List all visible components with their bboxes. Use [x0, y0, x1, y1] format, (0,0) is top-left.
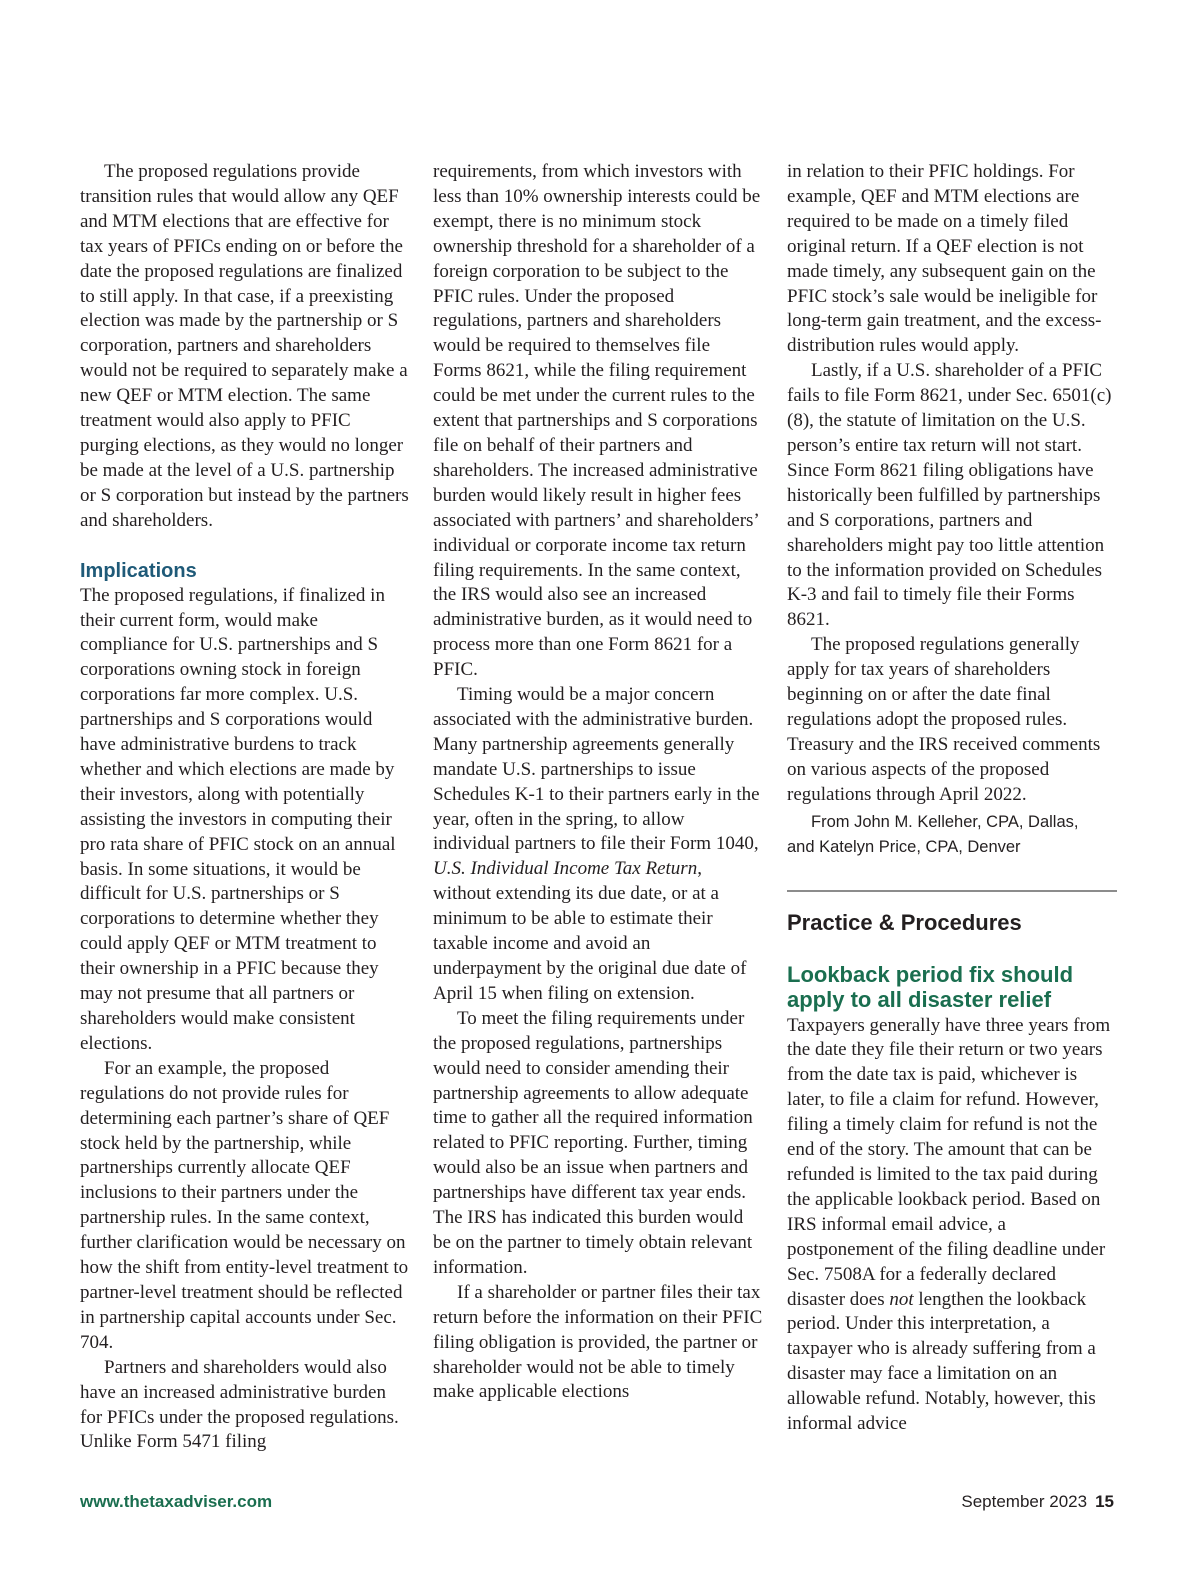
section-title: Practice & Procedures	[787, 909, 1022, 935]
paragraph-filing-requirements: To meet the filing requirements under the proposed regulations, partnerships would need to consider amending their partnership agreements to allow adequate time to gather all the required information related to PFIC reporting. Further, timing would also be an issue when partners and partnerships have different tax year ends. The IRS has indicated this burden would be on the partner to timely obtain relevant information.	[433, 1007, 753, 1278]
subheading-implications: Implications	[80, 559, 197, 582]
paragraph-partners-burden: Partners and shareholders would also have an increased administrative burden for PFICs under the proposed regulations. Unlike Form 5471 filing	[80, 1356, 399, 1453]
paragraph-pfic-holdings: in relation to their PFIC holdings. For example, QEF and MTM elections are required to be made on a timely filed original return. If a QEF election is not made timely, any subsequent gain on the PFIC stock’s sale would be ineligible for long-term gain treatment, and the excess-distribution rules would apply.	[787, 161, 1102, 357]
footer-date: September 2023	[961, 1492, 1088, 1511]
footer-date-page	[961, 1492, 1114, 1512]
paragraph-implications: The proposed regulations, if finalized in their current form, would make compliance for U.S. partnerships and S corporations owning stock in foreign corporations far more complex. U.S. partnerships and S corporations would have administrative burdens to track whether and which elections are made by their investors, along with potentially assisting the investors in computing their pro rata share of PFIC stock on an annual basis. In some situations, it would be difficult for U.S. partnerships or S corporations to determine whether they could apply QEF or MTM treatment to their ownership in a PFIC because they may not presume that all partners or shareholders would make consistent elections.	[80, 584, 396, 1054]
form-title-italic: U.S. Individual Income Tax Return	[433, 858, 698, 880]
paragraph-shareholder-files: If a shareholder or partner files their tax return before the information on their PFIC filing obligation is provided, the partner or shareholder would not be able to timely make applicable elections	[433, 1281, 763, 1403]
page-number: 15	[1095, 1492, 1114, 1511]
author-byline: From John M. Kelleher, CPA, Dallas, and Katelyn Price, CPA, Denver	[787, 812, 1079, 856]
paragraph-timing: Timing would be a major concern associated with the administrative burden. Many partnership agreements generally mandate U.S. partnerships to issue Schedules K-1 to their partners early in the year, often in the spring, to allow individual partners to file their Form 1040, U.S. Individual Income Tax Return, without extending its due date, or at a minimum to be able to estimate their taxable income and avoid an underpayment by the original due date of April 15 when filing on extension.	[433, 684, 760, 1004]
column-2	[433, 160, 763, 1405]
paragraph-lastly: Lastly, if a U.S. shareholder of a PFIC fails to file Form 8621, under Sec. 6501(c)(8), the statute of limitation on the U.S. person’s entire tax return will not start. Since Form 8621 filing obligations have historically been fulfilled by partnerships and S corporations, partners and shareholders might pay too little attention to the information provided on Schedules K-3 and fail to timely file their Forms 8621.	[787, 360, 1112, 631]
paragraph-example: For an example, the proposed regulations do not provide rules for determining each partner’s share of QEF stock held by the partnership, while partnerships currently allocate QEF inclusions to their partners under the partnership rules. In the same context, further clarification would be necessary on how the shift from entity-level treatment to partner-level treatment should be reflected in partnership capital accounts under Sec. 704.	[80, 1057, 409, 1353]
section-divider	[787, 890, 1117, 892]
article-headline: Lookback period fix should apply to all disaster relief	[787, 961, 1074, 1012]
paragraph-transition-rules: The proposed regulations provide transition rules that would allow any QEF and MTM elections that are effective for tax years of PFICs ending on or before the date the proposed regulations are finalized to still apply. In that case, if a preexisting election was made by the partnership or S corporation, partners and shareholders would not be required to separately make a new QEF or MTM election. The same treatment would also apply to PFIC purging elections, as they would no longer be made at the level of a U.S. partnership or S corporation but instead by the partners and shareholders.	[80, 161, 409, 531]
paragraph-apply-tax-years: The proposed regulations generally apply for tax years of shareholders beginning on or after the date final regulations adopt the proposed rules. Treasury and the IRS received comments on various aspects of the proposed regulations through April 2022.	[787, 634, 1101, 805]
column-3	[787, 160, 1117, 1437]
paragraph-requirements: requirements, from which investors with less than 10% ownership interests could be exempt, there is no minimum stock ownership threshold for a shareholder of a foreign corporation to be subject to the PFIC rules. Under the proposed regulations, partners and shareholders would be required to themselves file Forms 8621, while the filing requirement could be met under the current rules to the extent that partnerships and S corporations file on behalf of their partners and shareholders. The increased administrative burden would likely result in higher fees associated with partners’ and shareholders’ individual or corporate income tax return filing requirements. In the same context, the IRS would also see an increased administrative burden, as it would need to process more than one Form 8621 for a PFIC.	[433, 161, 761, 681]
column-1	[80, 160, 410, 1455]
footer-website: www.thetaxadviser.com	[80, 1492, 273, 1511]
emphasis-not: not	[889, 1288, 914, 1310]
paragraph-lookback: Taxpayers generally have three years from the date they file their return or two years from the date tax is paid, whichever is later, to file a claim for refund. However, filing a timely claim for refund is not the end of the story. The amount that can be refunded is limited to the tax paid during the applicable lookback period. Based on IRS informal email advice, a postponement of the filing deadline under Sec. 7508A for a federally declared disaster does not lengthen the lookback period. Under this interpretation, a taxpayer who is already suffering from a disaster may face a limitation on an allowable refund. Notably, however, this informal advice	[787, 1014, 1111, 1435]
